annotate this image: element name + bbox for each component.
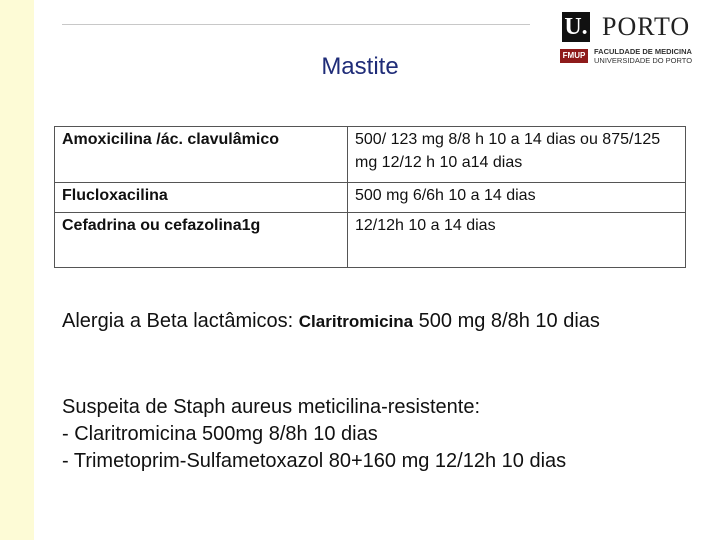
logo-porto-text: PORTO	[602, 12, 691, 41]
treatment-table	[54, 126, 686, 268]
dosing-cell: 500 mg 6/6h 10 a 14 dias	[348, 183, 686, 213]
dosing-cell: 500/ 123 mg 8/8 h 10 a 14 dias ou 875/125 mg 12/12 h 10 a14 dias	[348, 127, 686, 183]
uporto-logo	[560, 10, 710, 68]
drug-cell: Amoxicilina /ác. clavulâmico	[55, 127, 348, 183]
logo-faculty-name: FACULDADE DE MEDICINA	[594, 47, 692, 56]
mrsa-heading: Suspeita de Staph aureus meticilina-resistente:	[62, 396, 481, 418]
drug-cell: Flucloxacilina	[55, 183, 348, 213]
slide-title: Mastite	[321, 53, 399, 80]
list-item: - Claritromicina 500mg 8/8h 10 dias	[62, 423, 378, 445]
table-row	[55, 183, 686, 213]
logo-u-letter: U.	[562, 12, 590, 42]
allergy-paragraph	[62, 308, 702, 335]
fmup-badge: FMUP	[560, 49, 588, 63]
table-row	[55, 213, 686, 268]
logo-main-mark	[560, 10, 710, 44]
mrsa-paragraph	[62, 394, 702, 475]
allergy-drug: Claritromicina	[298, 312, 414, 331]
left-decorative-band	[0, 0, 34, 540]
logo-faculty-line	[560, 46, 710, 68]
drug-cell: Cefadrina ou cefazolina1g	[55, 213, 348, 268]
allergy-dose: 500 mg 8/8h 10 dias	[413, 310, 600, 332]
top-divider-line	[62, 24, 530, 25]
dosing-cell: 12/12h 10 a 14 dias	[348, 213, 686, 268]
list-item: - Trimetoprim-Sulfametoxazol 80+160 mg 12/12h 10 dias	[62, 450, 567, 472]
allergy-label: Alergia a Beta lactâmicos:	[62, 310, 299, 332]
table-row	[55, 127, 686, 183]
logo-university-name: UNIVERSIDADE DO PORTO	[594, 56, 693, 65]
